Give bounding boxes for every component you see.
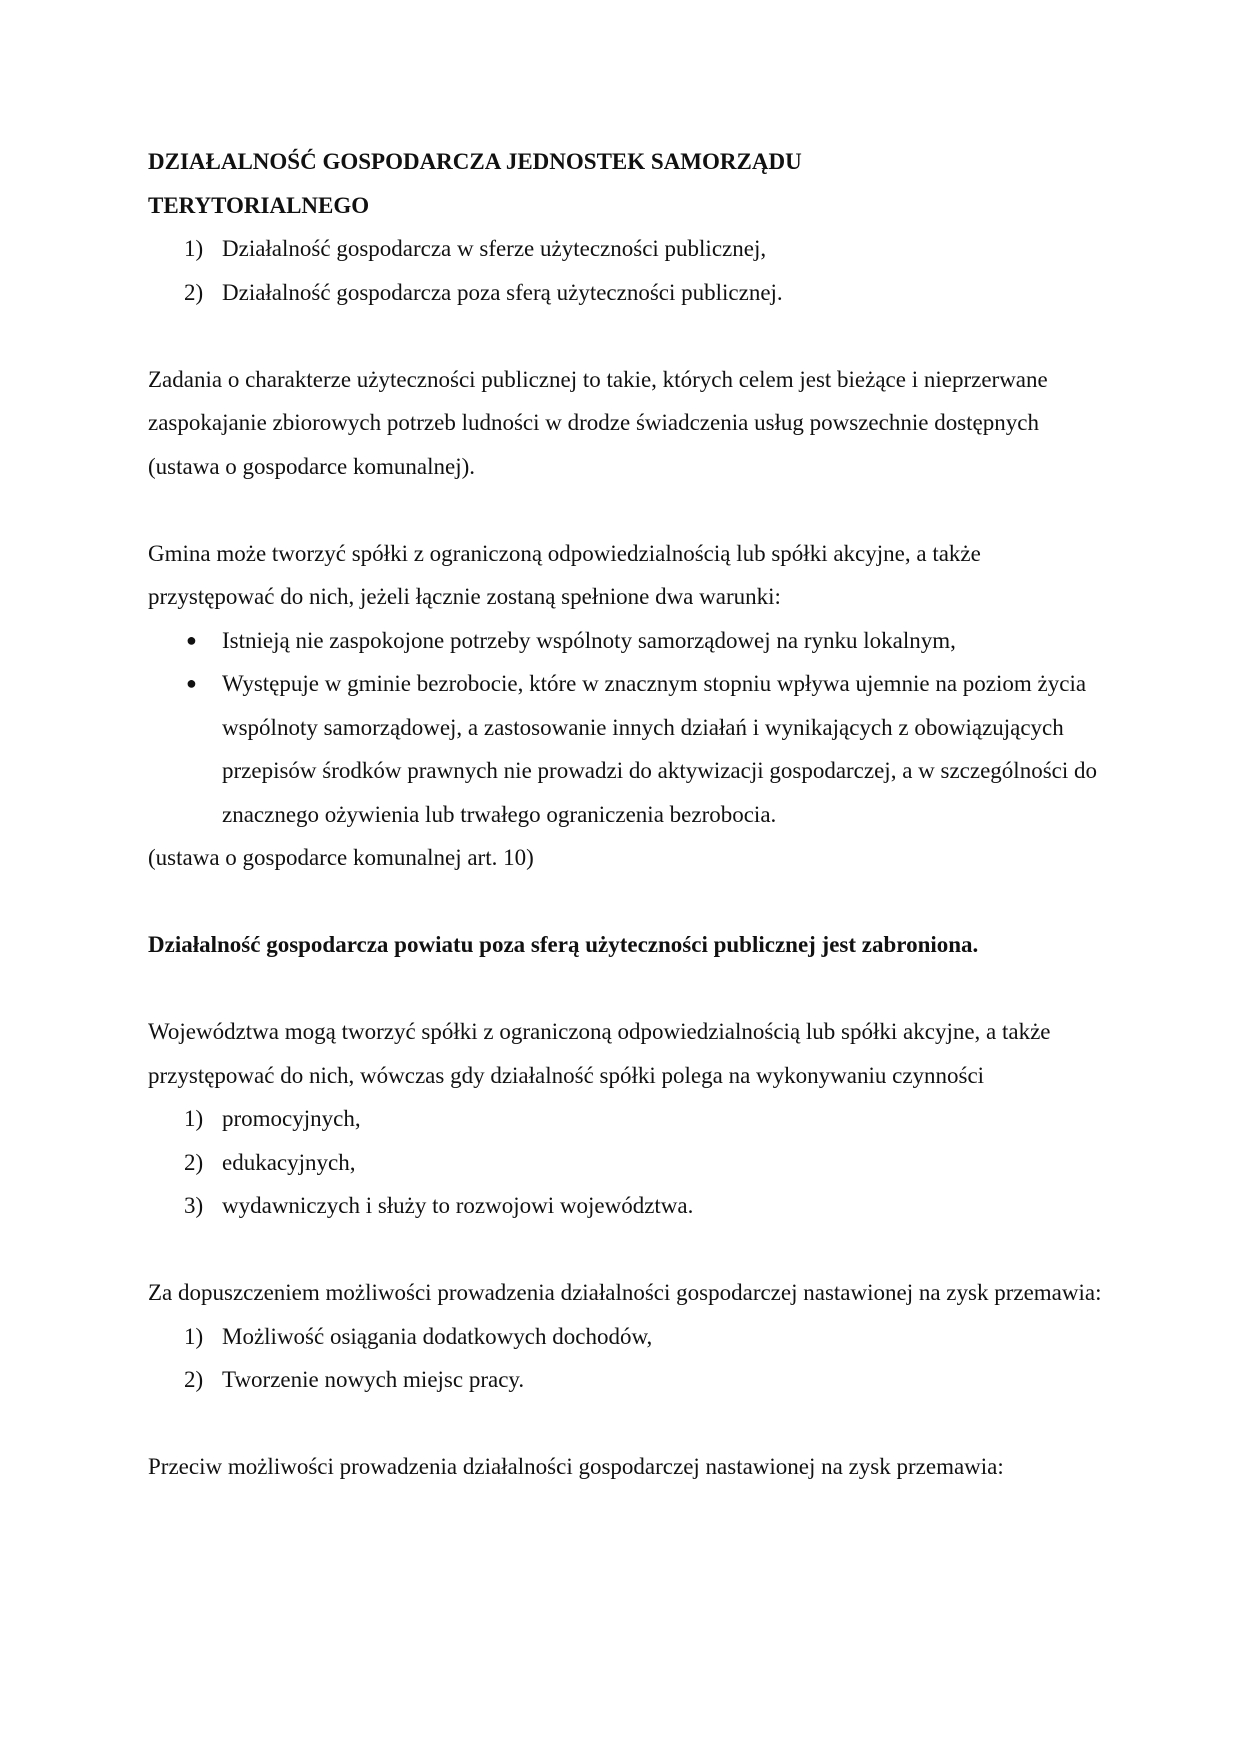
list-item-text: wydawniczych i służy to rozwojowi województwa. [222,1193,694,1218]
list-number: 1) [184,236,204,261]
paragraph-against-profit: Przeciw możliwości prowadzenia działalności gospodarczej nastawionej na zysk przemawia: [148,1454,1004,1479]
title-line-1: DZIAŁALNOŚĆ GOSPODARCZA JEDNOSTEK SAMORZĄDU [148,149,802,174]
bullet-icon: ● [186,629,197,650]
list-item [148,1141,1108,1185]
activities-list [148,1097,1108,1228]
list-item [148,1315,1108,1359]
spacer [148,1402,1108,1446]
paragraph-wojewodztwa: Województwa mogą tworzyć spółki z ograniczoną odpowiedzialnością lub spółki akcyjne, a także przystępować do nich, wówczas gdy działalność spółki polega na wykonywaniu czynności [148,1019,1051,1088]
title-line-2: TERYTORIALNEGO [148,192,370,218]
list-number: 2) [184,1149,204,1175]
list-item-text: promocyjnych, [222,1106,361,1131]
paragraph-public-utility: Zadania o charakterze użyteczności publicznej to takie, których celem jest bieżące i nieprzerwane zaspokajanie zbiorowych potrzeb ludności w drodze świadczenia usług powszechnie dostępnych (ustawa o gospodarce komunalnej). [148,366,1048,479]
list-number: 1) [184,1106,204,1131]
list-item-text: Działalność gospodarcza poza sferą użyteczności publicznej. [222,279,783,305]
spacer [148,880,1108,924]
paragraph-for-profit: Za dopuszczeniem możliwości prowadzenia działalności gospodarczej nastawionej na zysk przemawia: [148,1280,1102,1305]
list-number: 3) [184,1193,204,1218]
list-item-text: Działalność gospodarcza w sferze użyteczności publicznej, [222,236,767,261]
list-item-text: Możliwość osiągania dodatkowych dochodów, [222,1323,653,1349]
spacer [148,488,1108,532]
document-title [148,140,1108,227]
list-item [148,1097,1108,1141]
list-item [148,619,1108,663]
spacer [148,314,1108,358]
list-number: 1) [184,1323,204,1349]
citation: (ustawa o gospodarce komunalnej art. 10) [148,845,534,870]
paragraph-gmina: Gmina może tworzyć spółki z ograniczoną odpowiedzialnością lub spółki akcyjne, a także przystępować do nich, jeżeli łącznie zostaną spełnione dwa warunki: [148,540,981,609]
document-page [148,140,1108,1489]
list-item-text: Występuje w gminie bezrobocie, które w znacznym stopniu wpływa ujemnie na poziom życia wspólnoty samorządowej, a zastosowanie innych działań i wynikających z obowiązujących przepisów środków prawnych nie prowadzi do aktywizacji gospodarczej, a w szczególności do znacznego ożywienia lub trwałego ograniczenia bezrobocia. [222,671,1097,827]
spacer [148,967,1108,1011]
bullet-icon: ● [186,673,197,693]
list-item [148,1184,1108,1228]
spacer [148,1228,1108,1272]
list-number: 2) [184,1367,204,1392]
list-item [148,271,1108,315]
list-item [148,1358,1108,1402]
activity-types-list [148,227,1108,314]
list-item-text: Tworzenie nowych miejsc pracy. [222,1367,525,1392]
pros-list [148,1315,1108,1402]
conditions-list [148,619,1108,837]
bold-statement: Działalność gospodarcza powiatu poza sferą użyteczności publicznej jest zabroniona. [148,932,979,957]
list-item [148,227,1108,271]
list-number: 2) [184,279,204,305]
list-item-text: Istnieją nie zaspokojone potrzeby wspólnoty samorządowej na rynku lokalnym, [222,627,956,653]
list-item [148,662,1108,836]
list-item-text: edukacyjnych, [222,1149,356,1175]
